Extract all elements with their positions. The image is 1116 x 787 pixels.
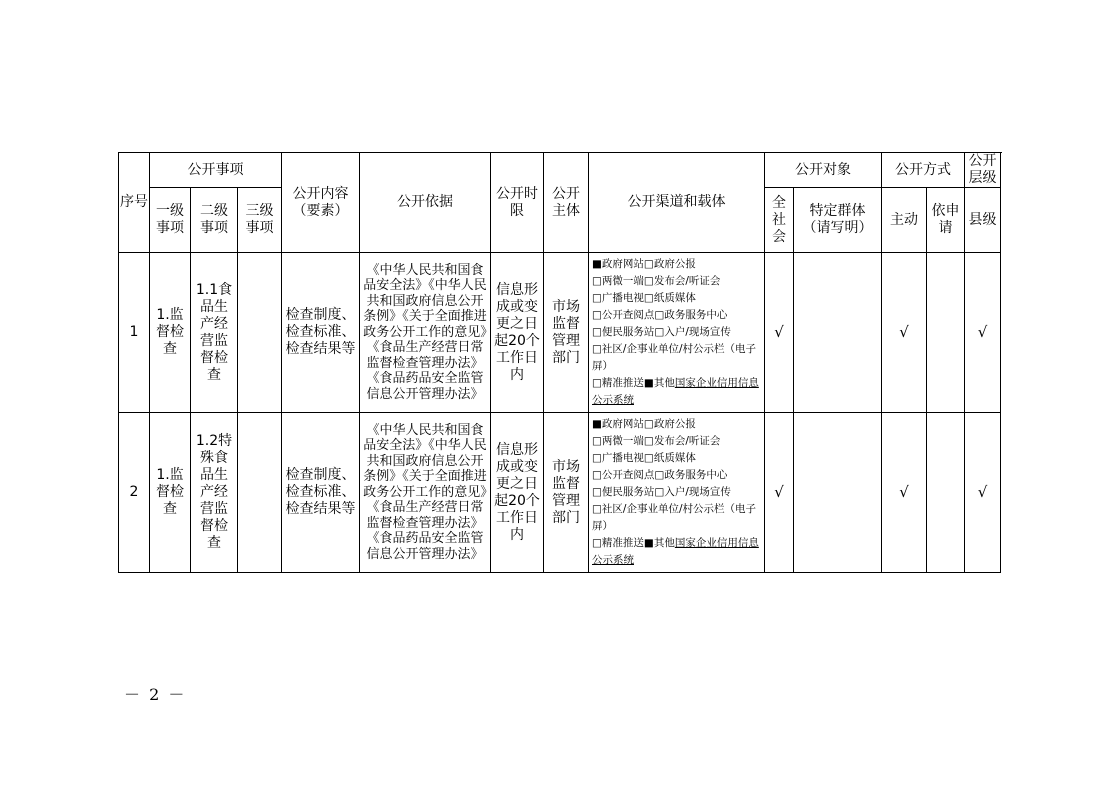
row-basis: 《中华人民共和国食品安全法》《中华人民共和国政府信息公开条例》《关于全面推进政务公开工作的意见》《食品生产经营日常监督检查管理办法》《食品药品安全监管信息公开管理办法》 bbox=[360, 413, 491, 573]
row-level3 bbox=[238, 413, 282, 573]
row-audience-all: √ bbox=[765, 413, 794, 573]
header-channels: 公开渠道和载体 bbox=[589, 153, 765, 253]
row-seq: 1 bbox=[119, 253, 150, 413]
row-content: 检查制度、检查标准、检查结果等 bbox=[282, 253, 360, 413]
channel-line: □公开查阅点□政务服务中心 bbox=[592, 309, 728, 321]
header-items-group: 公开事项 bbox=[150, 153, 282, 188]
row-level2: 1.1食品生产经营监督检查 bbox=[191, 253, 238, 413]
header-content: 公开内容（要素） bbox=[282, 153, 360, 253]
channel-line: □社区/企事业单位/村公示栏（电子屏） bbox=[592, 343, 756, 372]
channel-line: □社区/企事业单位/村公示栏（电子屏） bbox=[592, 503, 756, 532]
row-seq: 2 bbox=[119, 413, 150, 573]
row-audience-specific bbox=[794, 413, 882, 573]
table-row bbox=[119, 413, 1001, 573]
header-level2: 二级事项 bbox=[191, 188, 238, 253]
header-seq: 序号 bbox=[119, 153, 150, 253]
channel-line: ■政府网站□政府公报 bbox=[592, 418, 696, 430]
header-time-limit: 公开时限 bbox=[491, 153, 544, 253]
header-basis: 公开依据 bbox=[360, 153, 491, 253]
channel-other-system: 国家企业信用信息公示系统 bbox=[592, 537, 759, 566]
row-channels bbox=[589, 413, 765, 573]
channel-other-system: 国家企业信用信息公示系统 bbox=[592, 377, 759, 406]
channel-line: □公开查阅点□政务服务中心 bbox=[592, 469, 728, 481]
channel-line: □便民服务站□入户/现场宣传 bbox=[592, 326, 731, 338]
channel-line-other bbox=[592, 535, 761, 569]
header-method-active: 主动 bbox=[882, 188, 927, 253]
page-number: － 2 － bbox=[124, 685, 187, 704]
header-subject: 公开主体 bbox=[544, 153, 589, 253]
channel-line: □广播电视□纸质媒体 bbox=[592, 292, 696, 304]
header-level-group: 公开层级 bbox=[965, 153, 1001, 188]
table-row bbox=[119, 253, 1001, 413]
channel-line-other bbox=[592, 375, 761, 409]
row-subject: 市场监督管理部门 bbox=[544, 253, 589, 413]
header-method-request: 依申请 bbox=[927, 188, 965, 253]
row-method-request bbox=[927, 413, 965, 573]
channel-other-prefix: □精准推送■其他 bbox=[592, 537, 675, 549]
row-time-limit: 信息形成或变更之日起20个工作日内 bbox=[491, 413, 544, 573]
row-level1: 1.监督检查 bbox=[150, 253, 191, 413]
header-audience-specific: 特定群体（请写明） bbox=[794, 188, 882, 253]
header-audience-group: 公开对象 bbox=[765, 153, 882, 188]
channel-line: ■政府网站□政府公报 bbox=[592, 258, 696, 270]
header-audience-all: 全社会 bbox=[765, 188, 794, 253]
row-level-county: √ bbox=[965, 253, 1001, 413]
channel-line: □广播电视□纸质媒体 bbox=[592, 452, 696, 464]
disclosure-table bbox=[118, 152, 1001, 573]
header-level-county: 县级 bbox=[965, 188, 1001, 253]
row-level3 bbox=[238, 253, 282, 413]
header-level3: 三级事项 bbox=[238, 188, 282, 253]
row-level2: 1.2特殊食品生产经营监督检查 bbox=[191, 413, 238, 573]
row-audience-specific bbox=[794, 253, 882, 413]
row-level1: 1.监督检查 bbox=[150, 413, 191, 573]
row-basis: 《中华人民共和国食品安全法》《中华人民共和国政府信息公开条例》《关于全面推进政务公开工作的意见》《食品生产经营日常监督检查管理办法》《食品药品安全监管信息公开管理办法》 bbox=[360, 253, 491, 413]
channel-line: □两微一端□发布会/听证会 bbox=[592, 275, 721, 287]
row-method-active: √ bbox=[882, 253, 927, 413]
row-method-active: √ bbox=[882, 413, 927, 573]
row-audience-all: √ bbox=[765, 253, 794, 413]
row-channels bbox=[589, 253, 765, 413]
row-content: 检查制度、检查标准、检查结果等 bbox=[282, 413, 360, 573]
header-method-group: 公开方式 bbox=[882, 153, 965, 188]
channel-line: □便民服务站□入户/现场宣传 bbox=[592, 486, 731, 498]
header-level1: 一级事项 bbox=[150, 188, 191, 253]
row-subject: 市场监督管理部门 bbox=[544, 413, 589, 573]
row-method-request bbox=[927, 253, 965, 413]
row-level-county: √ bbox=[965, 413, 1001, 573]
channel-other-prefix: □精准推送■其他 bbox=[592, 377, 675, 389]
row-time-limit: 信息形成或变更之日起20个工作日内 bbox=[491, 253, 544, 413]
channel-line: □两微一端□发布会/听证会 bbox=[592, 435, 721, 447]
